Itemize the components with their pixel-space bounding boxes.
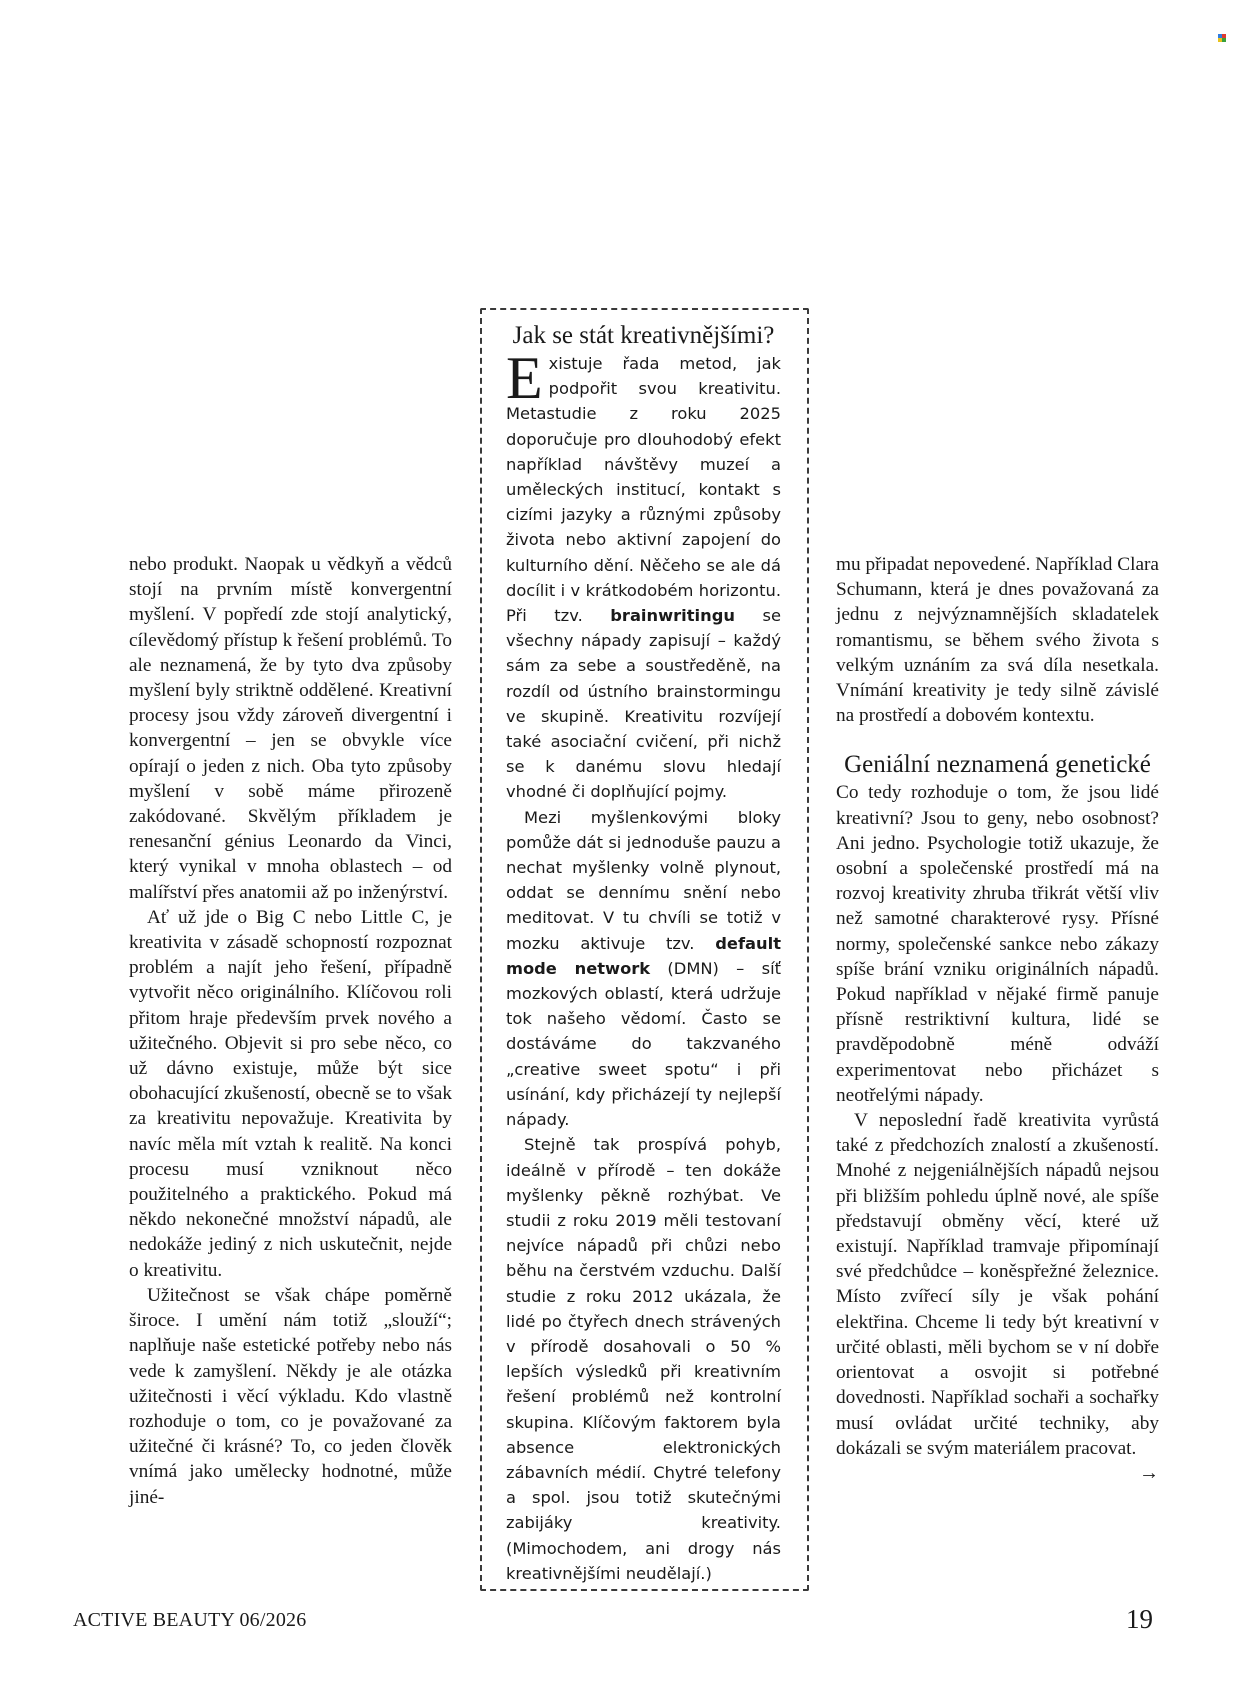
left-text-column bbox=[129, 552, 452, 1510]
sidebar-paragraph-2: Mezi myšlenkovými bloky pomůže dát si jednoduše pauzu a nechat myšlenky volně plynout, oddat se dennímu snění nebo meditovat. V tu chvíli se totiž v mozku aktivuje tzv. default mode network (DMN) – síť mozkových oblastí, která udržuje tok našeho vědomí. Často se dostáváme do takzvaného „creative sweet spotu“ i při usínání, kdy přicházejí ty nejlepší nápady. bbox=[506, 807, 782, 1130]
right-text-column bbox=[836, 552, 1159, 1486]
right-paragraph-3: V neposlední řadě kreativita vyrůstá také z předchozích znalostí a zkušeností. Mnohé z nejgeniálnějších nápadů nejsou při bližším pohledu úplně nové, ale spíše představují obměny věcí, které už existují. Například tramvaje připomínají své předchůdce – koněspřežné železnice. Místo zvířecí síly je však pohání elektřina. Chceme li tedy být kreativní v určité oblasti, měli bychom se v ní dobře orientovat a osvojit si potřebné dovednosti. Například sochaři a sochařky musí ovládat určité techniky, aby dokázali se svým materiálem pracovat. → bbox=[836, 1108, 1159, 1461]
magazine-issue-label: ACTIVE BEAUTY 06/2026 bbox=[73, 1609, 307, 1631]
left-paragraph-2: Ať už jde o Big C nebo Little C, je kreativita v zásadě schopností rozpoznat problém a najít jeho řešení, případně vytvořit něco originálního. Klíčovou roli přitom hraje především prvek nového a užitečného. Objevit si pro sebe něco, co už dávno existuje, může být sice obohacující zkušeností, obecně se to však za kreativitu nepovažuje. Kreativita by navíc měla mít vztah k realitě. Na konci procesu musí vzniknout něco použitelného a praktického. Pokud má někdo nekonečné množství nápadů, ale nedokáže jediný z nich uskutečnit, nejde o kreativitu. bbox=[129, 906, 452, 1281]
sidebar-paragraph-3: Stejně tak prospívá pohyb, ideálně v přírodě – ten dokáže myšlenky pěkně rozhýbat. Ve studii z roku 2019 měli testovaní nejvíce nápadů při chůzi nebo běhu na čerstvém vzduchu. Další studie z roku 2012 ukázala, že lidé po čtyřech dnech strávených v přírodě dosahovali o 50 % lepších výsledků při kreativním řešení problémů než kontrolní skupina. Klíčovým faktorem byla absence elektronických zábavních médií. Chytré telefony a spol. jsou totiž skutečnými zabijáky kreativity. (Mimochodem, ani drogy nás kreativnějšími neudělají.) bbox=[506, 1135, 781, 1583]
term-brainwriting: brainwritingu bbox=[610, 606, 735, 626]
drop-cap: E bbox=[506, 345, 543, 411]
section-subheading: Geniální neznamená genetické bbox=[844, 751, 1151, 779]
right-paragraph-1: mu připadat nepovedené. Například Clara Schumann, která je dnes považovaná za jednu z nejvýznamnějších skladatelek romantismu, se během svého života s velkým uznáním za svá díla nesetkala. Vnímání kreativity je tedy silně závislé na prostředí a dobovém kontextu. bbox=[836, 554, 1159, 727]
page-number: 19 bbox=[1126, 1604, 1153, 1634]
term-default-mode-network: default mode network bbox=[506, 933, 781, 978]
right-paragraph-2: Co tedy rozhoduje o tom, že jsou lidé kreativní? Jsou to geny, nebo osobnost? Ani jedno. Psychologie totiž ukazuje, že osobní a společenské prostředí má na rozvoj kreativity zhruba třikrát větší vliv než samotné charakterové rysy. Přísné normy, společenské sankce nebo zákazy spíše brání vzniku originálních nápadů. Pokud například v nějaké firmě panuje přísně restriktivní kultura, lidé se pravděpodobně méně odváží experimentovat nebo přicházet s neotřelými nápady. bbox=[836, 782, 1159, 1106]
sidebar-paragraph-1: Existuje řada metod, jak podpořit svou kreativitu. Metastudie z roku 2025 doporučuje pro dlouhodobý efekt například návštěvy muzeí a uměleckých institucí, kontakt s cizími jazyky a různými způsoby života nebo aktivní zapojení do kulturního dění. Něčeho se ale dá docílit i v krátkodobém horizontu. Při tzv. brainwritingu se všechny nápady zapisují – každý sám za sebe a soustředěně, na rozdíl od ústního brainstormingu ve skupině. Kreativitu rozvíjejí také asociační cvičení, při nichž se k danému slovu hledají vhodné či doplňující pojmy. bbox=[506, 345, 781, 802]
sidebar-box bbox=[506, 322, 781, 1586]
sidebar-box-title: Jak se stát kreativnějšími? bbox=[512, 322, 775, 349]
left-paragraph-1: nebo produkt. Naopak u vědkyň a vědců stojí na prvním místě konvergentní myšlení. V popředí zde stojí analytický, cílevědomý přístup k řešení problémů. To ale neznamená, že by tyto dva způsoby myšlení byly striktně oddělené. Kreativní procesy jsou vždy zároveň divergentní i konvergentní – jen se obvykle více opírají o jeden z nich. Oba tyto způsoby myšlení v sobě máme přirozeně zakódované. Skvělým příkladem je renesanční génius Leonardo da Vinci, který vynikal v mnoha oblastech – od malířství přes anatomii až po inženýrství. bbox=[129, 554, 452, 903]
corner-color-mark bbox=[1218, 34, 1227, 43]
left-paragraph-3: Užitečnost se však chápe poměrně široce. I umění nám totiž „slouží“; naplňuje naše estetické potřeby nebo nás vede k zamyšlení. Někdy je ale otázka užitečnosti i věcí výkladu. Kdo vlastně rozhoduje o tom, co je považované za užitečné či krásné? To, co jeden člověk vnímá jako umělecky hodnotné, může jiné- bbox=[129, 1284, 452, 1508]
continue-arrow-icon[interactable]: → bbox=[1139, 1461, 1159, 1484]
